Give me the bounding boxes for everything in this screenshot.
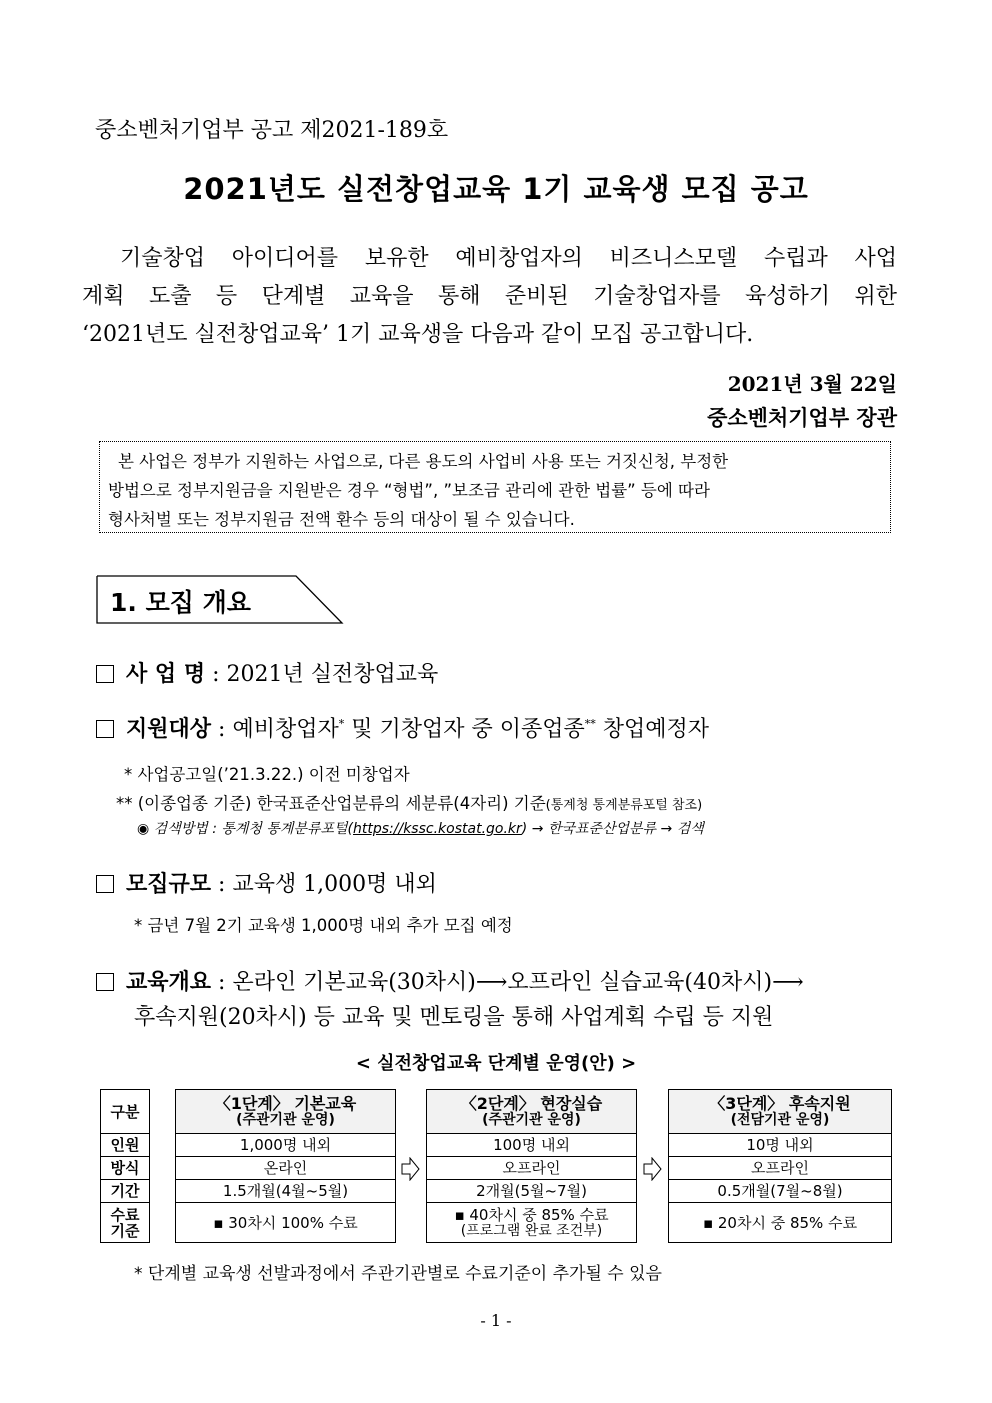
arrow-right-icon bbox=[401, 1157, 420, 1181]
stage-2-period: 2개월(5월~7월) bbox=[426, 1179, 637, 1203]
stage-3-period: 0.5개월(7월~8월) bbox=[668, 1179, 892, 1203]
project-name-item bbox=[96, 657, 438, 688]
checkbox-icon bbox=[96, 720, 114, 738]
row-label-method: 방식 bbox=[100, 1156, 150, 1180]
overview-item bbox=[96, 965, 896, 996]
search-prefix: ◉ 검색방법 : 통계청 통계분류포털( bbox=[137, 821, 354, 837]
stage-2-subtitle: (주관기관 운영) bbox=[482, 1111, 581, 1128]
checkbox-icon bbox=[96, 973, 114, 991]
target-note-1: * 사업공고일(’21.3.22.) 이전 미창업자 bbox=[124, 765, 410, 784]
project-separator: : bbox=[212, 662, 220, 687]
page-title: 2021년도 실전창업교육 1기 교육생 모집 공고 bbox=[183, 172, 809, 206]
table-footnote: * 단계별 교육생 선발과정에서 주관기관별로 수료기준이 추가될 수 있음 bbox=[134, 1264, 662, 1284]
scale-value: 교육생 1,000명 내외 bbox=[232, 872, 437, 897]
intro-line-1: 기술창업 아이디어를 보유한 예비창업자의 비즈니스모델 수립과 사업 bbox=[120, 246, 897, 271]
search-suffix: ) → 한국표준산업분류 → 검색 bbox=[521, 821, 704, 837]
kssc-link[interactable]: https://kssc.kostat.go.kr bbox=[353, 821, 522, 837]
overview-line-1: 온라인 기본교육(30차시)⟶오프라인 실습교육(40차시)⟶ bbox=[232, 970, 804, 995]
intro-line-3: ‘2021년도 실전창업교육’ 1기 교육생을 다음과 같이 모집 공고합니다. bbox=[82, 322, 754, 347]
stage-2-title: 〈2단계〉 현장실습 bbox=[460, 1093, 603, 1113]
stage-3-subtitle: (전담기관 운영) bbox=[730, 1111, 830, 1128]
stage-3-criteria bbox=[668, 1202, 892, 1243]
stage-1-title: 〈1단계〉 기본교육 bbox=[214, 1093, 357, 1113]
warning-line-1: 본 사업은 정부가 지원하는 사업으로, 다른 용도의 사업비 사용 또는 거짓신청, 부정한 bbox=[118, 452, 729, 471]
row-label-criteria-1: 수료 bbox=[110, 1205, 140, 1224]
row-label-category: 구분 bbox=[100, 1089, 150, 1134]
warning-line-2: 방법으로 정부지원금을 지원받은 경우 “형법”, ”보조금 관리에 관한 법률” 등에 따라 bbox=[108, 481, 710, 500]
target-note-2 bbox=[116, 790, 702, 814]
page-number: - 1 - bbox=[480, 1311, 512, 1330]
stage-1-personnel: 1,000명 내외 bbox=[175, 1133, 396, 1157]
section-title: 1. 모집 개요 bbox=[110, 588, 251, 617]
search-method-note bbox=[137, 818, 704, 838]
target-item bbox=[96, 712, 709, 743]
signer: 중소벤처기업부 장관 bbox=[707, 405, 897, 430]
stage-2-header bbox=[426, 1089, 637, 1134]
stage-3-method: 오프라인 bbox=[668, 1156, 892, 1180]
scale-separator: : bbox=[218, 872, 226, 897]
checkbox-icon bbox=[96, 875, 114, 893]
scale-item bbox=[96, 867, 437, 898]
row-label-criteria bbox=[100, 1202, 150, 1243]
notice-number: 중소벤처기업부 공고 제2021-189호 bbox=[95, 118, 449, 143]
row-label-period: 기간 bbox=[100, 1179, 150, 1203]
stage-3-header bbox=[668, 1089, 892, 1134]
target-separator: : bbox=[218, 717, 226, 742]
overview-line-2: 후속지원(20차시) 등 교육 및 멘토링을 통해 사업계획 수립 등 지원 bbox=[134, 1005, 774, 1030]
overview-label: 교육개요 bbox=[126, 969, 212, 995]
target-mark-a: * bbox=[338, 717, 345, 731]
target-value-c: 창업예정자 bbox=[602, 717, 709, 742]
stage-1-subtitle: (주관기관 운영) bbox=[236, 1111, 335, 1128]
stage-2-personnel: 100명 내외 bbox=[426, 1133, 637, 1157]
stage-1-method: 온라인 bbox=[175, 1156, 396, 1180]
stage-3-title: 〈3단계〉 후속지원 bbox=[709, 1093, 851, 1113]
target-note-2-small: (통계청 통계분류포털 참조) bbox=[545, 798, 703, 813]
scale-label: 모집규모 bbox=[126, 871, 212, 897]
arrow-right-icon bbox=[643, 1157, 662, 1181]
intro-line-2: 계획 도출 등 단계별 교육을 통해 준비된 기술창업자를 육성하기 위한 bbox=[82, 284, 897, 309]
stage-3-personnel: 10명 내외 bbox=[668, 1133, 892, 1157]
target-mark-b: ** bbox=[584, 717, 596, 731]
announcement-date: 2021년 3월 22일 bbox=[727, 372, 897, 396]
stage-1-header bbox=[175, 1089, 396, 1134]
section-heading bbox=[96, 575, 346, 625]
target-note-2-text: ** (이종업종 기준) 한국표준산업분류의 세분류(4자리) 기준 bbox=[116, 794, 546, 813]
row-label-criteria-2: 기준 bbox=[110, 1221, 140, 1240]
stage-2-criteria-1: ▪ 40차시 중 85% 수료 bbox=[454, 1205, 609, 1224]
stage-1-criteria-1: ▪ 30차시 100% 수료 bbox=[213, 1213, 358, 1232]
stage-2-criteria-2: (프로그램 완료 조건부) bbox=[460, 1222, 603, 1239]
warning-box bbox=[99, 441, 891, 533]
stage-2-method: 오프라인 bbox=[426, 1156, 637, 1180]
target-value-a: 예비창업자 bbox=[232, 717, 339, 742]
table-caption: < 실전창업교육 단계별 운영(안) > bbox=[355, 1053, 637, 1074]
project-label: 사 업 명 bbox=[126, 661, 206, 687]
stage-2-criteria bbox=[426, 1202, 637, 1243]
checkbox-icon bbox=[96, 665, 114, 683]
stage-3-criteria-1: ▪ 20차시 중 85% 수료 bbox=[702, 1213, 858, 1232]
warning-line-3: 형사처벌 또는 정부지원금 전액 환수 등의 대상이 될 수 있습니다. bbox=[108, 510, 575, 529]
overview-separator: : bbox=[218, 970, 226, 995]
scale-note: * 금년 7월 2기 교육생 1,000명 내외 추가 모집 예정 bbox=[134, 916, 513, 935]
target-value-b: 및 기창업자 중 이종업종 bbox=[351, 717, 585, 742]
stage-1-criteria bbox=[175, 1202, 396, 1243]
row-label-personnel: 인원 bbox=[100, 1133, 150, 1157]
target-label: 지원대상 bbox=[126, 716, 212, 742]
project-value: 2021년 실전창업교육 bbox=[226, 662, 439, 687]
stage-1-period: 1.5개월(4월~5월) bbox=[175, 1179, 396, 1203]
intro-paragraph bbox=[82, 240, 897, 354]
